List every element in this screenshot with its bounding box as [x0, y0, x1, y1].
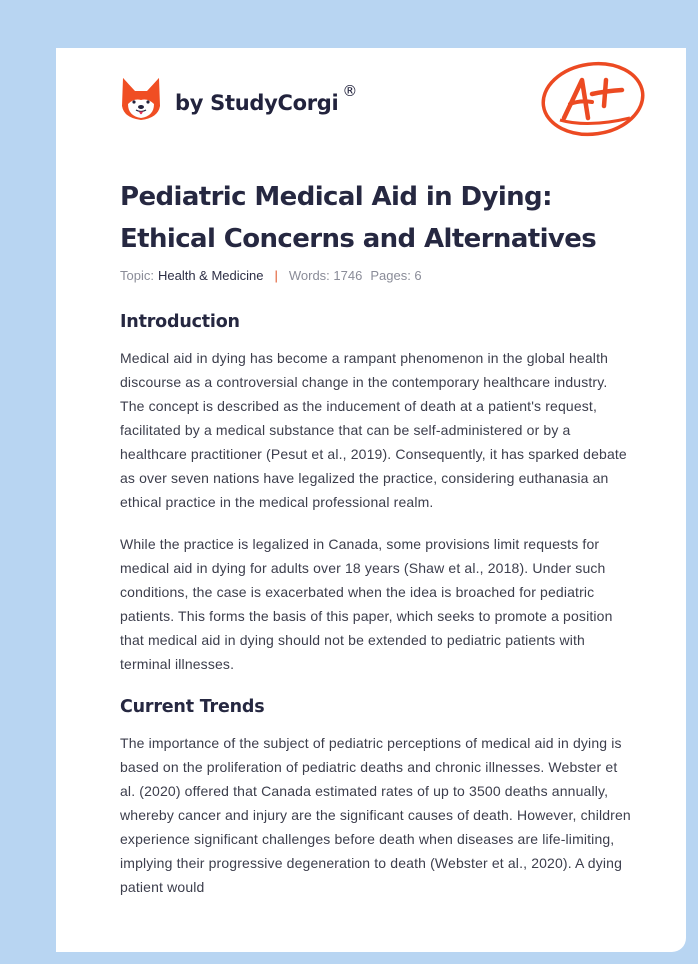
studycorgi-logo[interactable] — [120, 74, 357, 124]
logo-text: by StudyCorgi — [175, 91, 339, 115]
document-meta — [120, 268, 632, 283]
document-card — [56, 48, 686, 952]
header — [56, 48, 686, 158]
paragraph: The importance of the subject of pediatric perceptions of medical aid in dying is based on the proliferation of pediatric deaths and chronic illnesses. Webster et al. (2020) offered that Canada estimated rates of up to 3500 deaths annually, whereby cancer and injury are the significant causes of death. However, children experience significant challenges before death when diseases are life-limiting, implying their progressive degeneration to death (Webster et al., 2020). A dying patient would — [120, 735, 631, 895]
a-plus-grade-icon — [538, 58, 650, 140]
word-count: Words: 1746 — [288, 268, 363, 283]
title-line-2: Ethical Concerns and Alternatives — [120, 224, 597, 254]
page-count: Pages: 6 — [370, 268, 422, 283]
registered-mark: ® — [342, 82, 358, 100]
document-title — [120, 176, 632, 260]
paragraph: While the practice is legalized in Canada, some provisions limit requests for medical aid in dying for adults over 18 years (Shaw et al., 2018). Under such conditions, the case is exacerbated when the idea is broached for pediatric patients. This forms the basis of this paper, which seeks to promote a position that medical aid in dying should not be extended to pediatric patients with terminal illnesses. — [120, 536, 613, 672]
section-heading-introduction: Introduction — [120, 312, 240, 332]
corgi-logo-icon — [120, 76, 162, 122]
document-content — [120, 176, 632, 899]
section-heading-current-trends: Current Trends — [120, 697, 265, 717]
paragraph: Medical aid in dying has become a rampant phenomenon in the global health discourse as a controversial change in the contemporary healthcare industry. The concept is described as the inducement of death at a patient's request, facilitated by a medical substance that can be self-administered or by a healthcare practitioner (Pesut et al., 2019). Consequently, it has sparked debate as over seven nations have legalized the practice, considering euthanasia an ethical practice in the medical professional realm. — [120, 350, 627, 510]
topic-link[interactable]: Health & Medicine — [157, 268, 264, 283]
title-line-1: Pediatric Medical Aid in Dying: — [120, 182, 552, 212]
meta-separator: | — [274, 268, 278, 283]
topic-label: Topic: — [120, 268, 154, 283]
